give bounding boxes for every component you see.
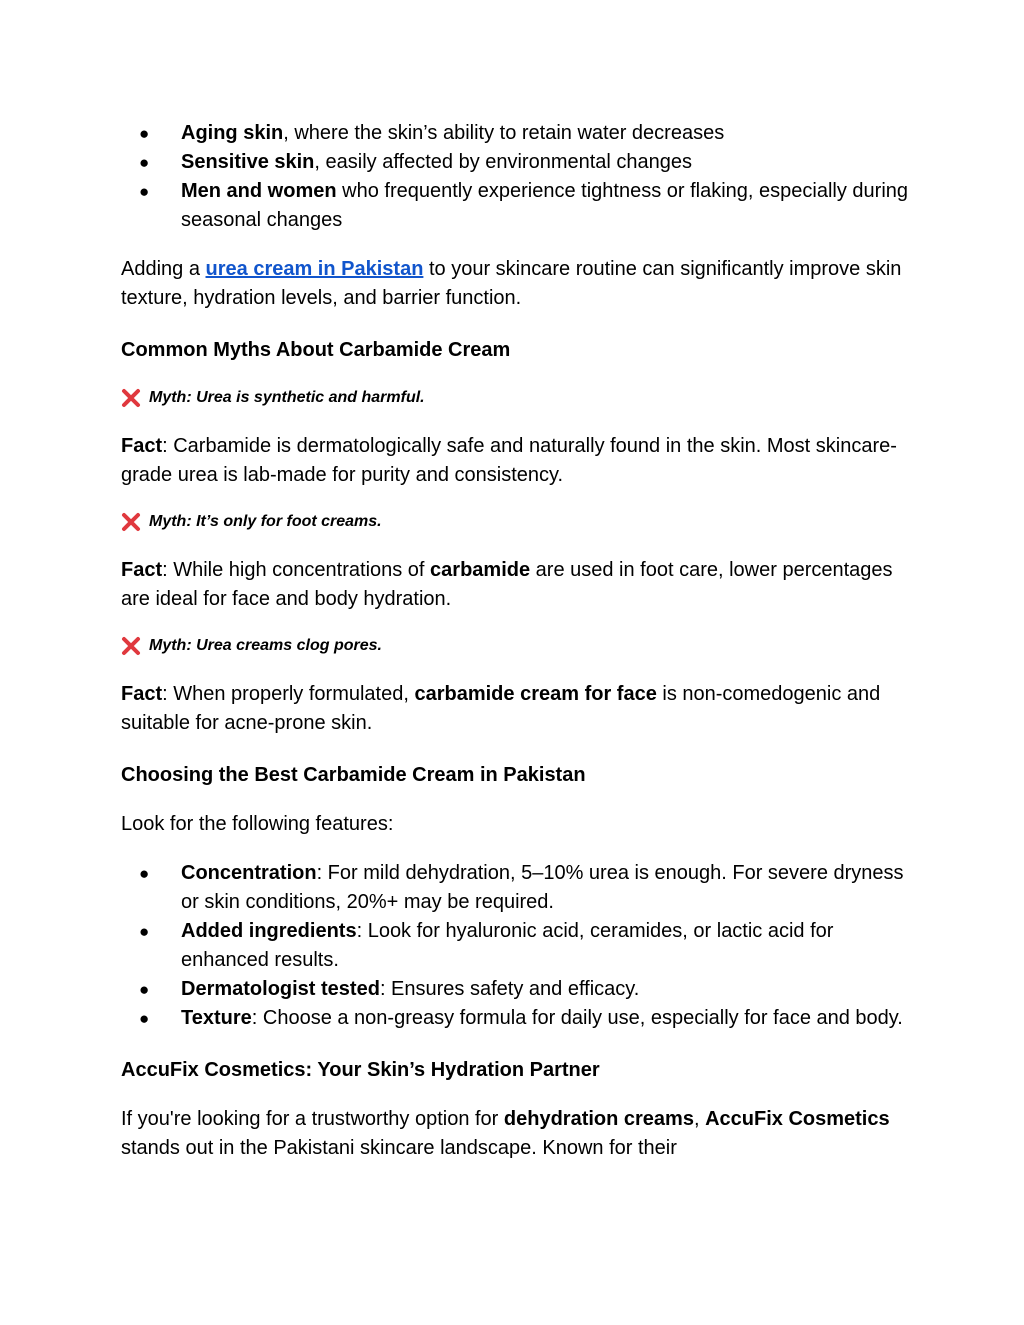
list-item: ● Men and women who frequently experience tightness or flaking, especially during seasonal changes (121, 177, 911, 235)
bullet-dot: ● (139, 1009, 150, 1028)
intro-bullet-list (121, 119, 911, 235)
myth-line: Myth: It’s only for foot creams. (121, 510, 911, 534)
bullet-dot: ● (139, 922, 150, 941)
myths-heading: Common Myths About Carbamide Cream (121, 339, 511, 361)
list-item: ● Added ingredients: Look for hyaluronic acid, ceramides, or lactic acid for enhanced results. (121, 917, 911, 975)
list-item: ● Sensitive skin, easily affected by environmental changes (121, 148, 911, 177)
accufix-paragraph: If you're looking for a trustworthy option for dehydration creams, AccuFix Cosmetics stands out in the Pakistani skincare landscape. Known for their (121, 1108, 890, 1159)
fact-paragraph: Fact: While high concentrations of carbamide are used in foot care, lower percentages are ideal for face and body hydration. (121, 559, 893, 610)
bullet-dot: ● (139, 980, 150, 999)
list-item: ● Aging skin, where the skin’s ability to retain water decreases (121, 119, 911, 148)
cross-mark-icon (121, 512, 141, 532)
bullet-dot: ● (139, 153, 150, 172)
list-item: ● Texture: Choose a non-greasy formula for daily use, especially for face and body. (121, 1004, 911, 1033)
look-for-paragraph: Look for the following features: (121, 813, 394, 835)
myth-line: Myth: Urea is synthetic and harmful. (121, 386, 911, 410)
bullet-dot: ● (139, 182, 150, 201)
document-page (121, 119, 911, 1163)
feature-bullet-list (121, 859, 911, 1033)
choosing-heading: Choosing the Best Carbamide Cream in Pakistan (121, 764, 586, 786)
cross-mark-icon (121, 636, 141, 656)
fact-paragraph: Fact: When properly formulated, carbamide cream for face is non-comedogenic and suitable for acne-prone skin. (121, 683, 881, 734)
list-item: ● Concentration: For mild dehydration, 5–10% urea is enough. For severe dryness or skin conditions, 20%+ may be required. (121, 859, 911, 917)
adding-paragraph: Adding a urea cream in Pakistan to your skincare routine can significantly improve skin texture, hydration levels, and barrier function. (121, 258, 902, 309)
list-item: ● Dermatologist tested: Ensures safety and efficacy. (121, 975, 911, 1004)
bullet-dot: ● (139, 864, 150, 883)
cross-mark-icon (121, 388, 141, 408)
bullet-dot: ● (139, 124, 150, 143)
urea-cream-link[interactable]: urea cream in Pakistan (205, 258, 424, 280)
accufix-heading: AccuFix Cosmetics: Your Skin’s Hydration Partner (121, 1059, 600, 1081)
fact-paragraph: Fact: Carbamide is dermatologically safe and naturally found in the skin. Most skincare-grade urea is lab-made for purity and consistency. (121, 435, 897, 486)
myth-line: Myth: Urea creams clog pores. (121, 634, 911, 658)
